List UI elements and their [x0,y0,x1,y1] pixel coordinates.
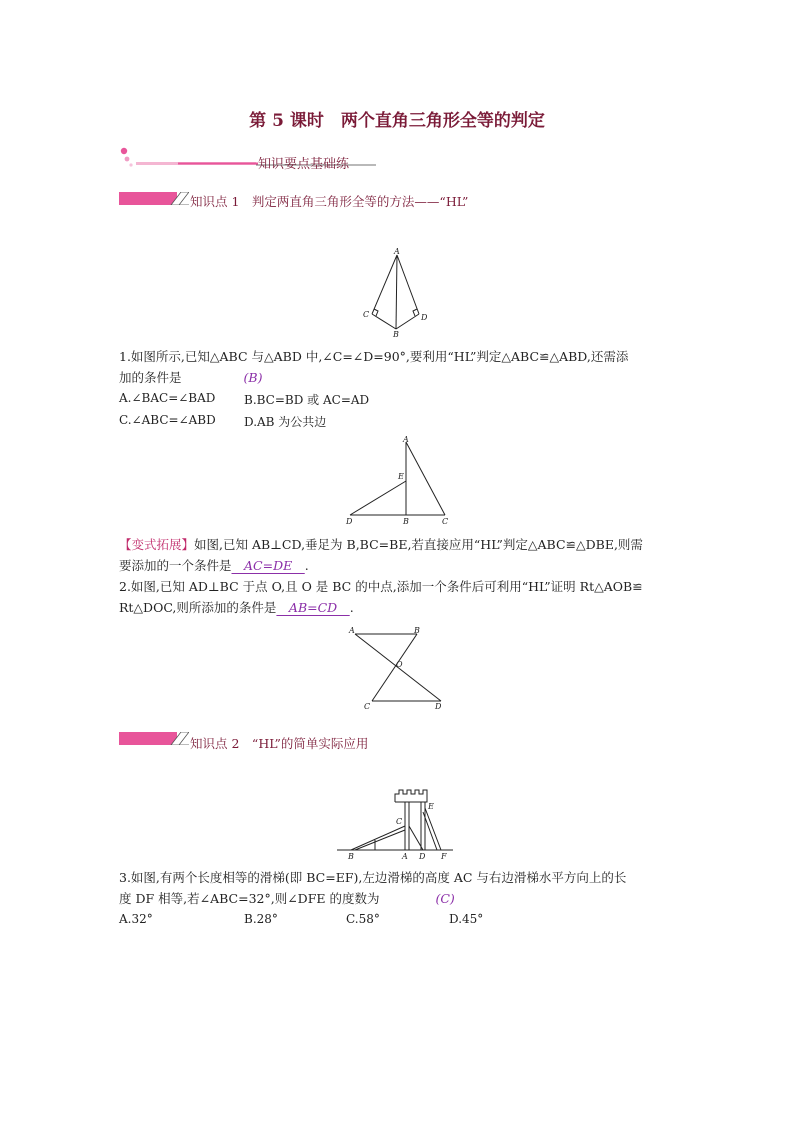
variant-answer: AC=DE [231,558,305,573]
question-1-option-c: C.∠ABC=∠ABD [119,413,216,427]
question-2-end: . [349,600,354,615]
fig2-label-e: E [398,472,404,481]
figure-3 [345,622,450,712]
variant-line-1 [119,534,679,556]
fig3-label-a: A [349,626,355,635]
fig4-label-b: B [348,852,354,861]
fig2-label-c: C [442,517,449,526]
figure-4 [335,782,455,862]
question-2-answer: AB=CD [276,600,350,615]
question-1-option-a: A.∠BAC=∠BAD [119,391,216,405]
knowledge-point-bar [119,192,189,205]
fig4-label-e: E [428,802,434,811]
section-label: 知识要点基础练 [258,157,350,172]
variant-tag: 【变式拓展】 [119,537,195,552]
question-3-option-d: D.45° [449,912,484,926]
fig1-label-c: C [363,310,370,319]
question-3-line-2 [119,888,679,910]
question-1-option-d: D.AB 为公共边 [244,415,327,429]
fig2-label-a: A [403,435,409,444]
fig4-label-c: C [396,817,403,826]
question-3-option-c: C.58° [346,912,380,926]
figure-2 [340,434,455,526]
question-2-line-1: 2.如图,已知 AD⊥BC 于点 O,且 O 是 BC 的中点,添加一个条件后可利用“HL”证明 Rt△AOB≌ [119,579,643,594]
variant-line-2 [119,555,679,577]
knowledge-point-1-label: 知识点 1 判定两直角三角形全等的方法——“HL” [190,194,469,209]
fig1-label-b: B [393,330,399,339]
fig4-label-d: D [419,852,426,861]
question-3-answer: (C) [435,891,455,906]
variant-stem-2: 要添加的一个条件是 [119,558,232,573]
fig3-label-d: D [435,702,442,711]
variant-end: . [304,558,309,573]
fig3-label-b: B [414,626,420,635]
fig4-label-a: A [402,852,408,861]
question-3-line-1: 3.如图,有两个长度相等的滑梯(即 BC=EF),左边滑梯的高度 AC 与右边滑梯水平方向上的长 [119,870,627,885]
question-1-answer: (B) [243,370,263,385]
question-2-line-2 [119,597,679,619]
question-1-line-2 [119,367,679,389]
question-3-stem: 度 DF 相等,若∠ABC=32°,则∠DFE 的度数为 [119,891,380,906]
knowledge-point-bar [119,732,189,745]
fig1-label-a: A [394,247,400,256]
variant-stem-1: 如图,已知 AB⊥CD,垂足为 B,BC=BE,若直接应用“HL”判定△ABC≌△DBE,则需 [194,537,643,552]
question-1-option-b: B.BC=BD 或 AC=AD [244,393,370,407]
question-3-option-b: B.28° [244,912,278,926]
figure-1 [360,247,435,339]
fig4-label-f: F [441,852,447,861]
question-2-stem: Rt△DOC,则所添加的条件是 [119,600,277,615]
page-title: 第 5 课时 两个直角三角形全等的判定 [249,111,545,131]
question-1-stem: 加的条件是 [119,370,182,385]
fig2-label-d: D [346,517,353,526]
fig3-label-o: O [396,660,403,669]
knowledge-point-2-label: 知识点 2 “HL”的简单实际应用 [190,736,369,751]
fig1-label-d: D [421,313,428,322]
fig2-label-b: B [403,517,409,526]
fig3-label-c: C [364,702,371,711]
question-1-line-1: 1.如图所示,已知△ABC 与△ABD 中,∠C=∠D=90°,要利用“HL”判定△ABC≌△ABD,还需添 [119,349,629,364]
question-3-option-a: A.32° [119,912,153,926]
